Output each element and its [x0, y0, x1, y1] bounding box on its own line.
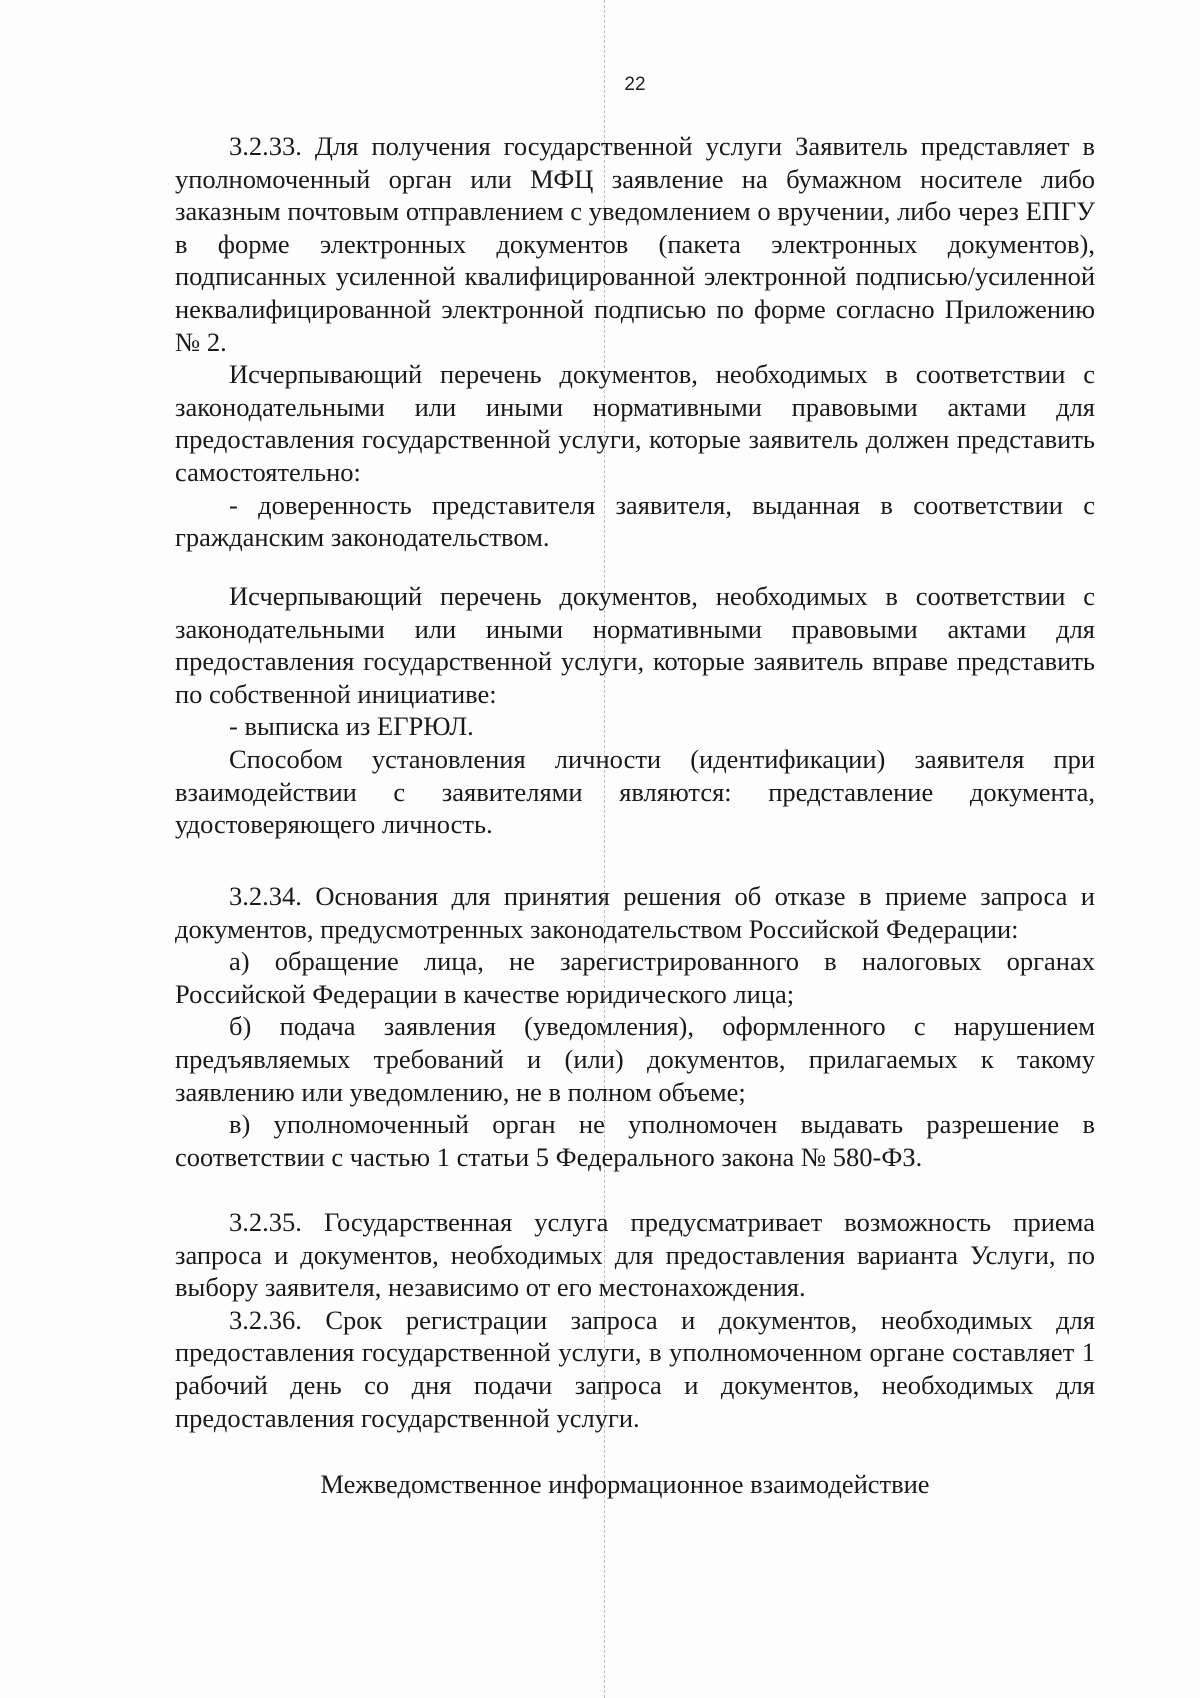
paragraph-required-docs-intro: Исчерпывающий перечень документов, необходимых в соответствии с законодательными или иными нормативными правовыми актами для предоставления государственной услуги, которые заявитель должен представить самостоятельно: — [175, 359, 1095, 487]
paragraph-3-2-34-b: б) подача заявления (уведомления), оформленного с нарушением предъявляемых требований и (или) документов, прилагаемых к такому заявлению или уведомлению, не в полном объеме; — [175, 1011, 1095, 1107]
page-number: 22 — [624, 74, 646, 95]
section-heading: Межведомственное информационное взаимодействие — [320, 1469, 930, 1499]
paragraph-required-docs-item: - доверенность представителя заявителя, выданная в соответствии с гражданским законодательством. — [175, 489, 1095, 553]
paragraph-3-2-33: 3.2.33. Для получения государственной услуги Заявитель представляет в уполномоченный орган или МФЦ заявление на бумажном носителе либо заказным почтовым отправлением с уведомлением о вручении, либо через ЕПГУ в форме электронных документов (пакета электронных документов), подписанных усиленной квалифицированной электронной подписью/усиленной неквалифицированной электронной подписью по форме согласно Приложению № 2. — [175, 131, 1095, 357]
paragraph-block-3-2-33 — [175, 130, 1095, 554]
paragraph-optional-docs-intro: Исчерпывающий перечень документов, необходимых в соответствии с законодательными или иными нормативными правовыми актами для предоставления государственной услуги, которые заявитель вправе представить по собственной инициативе: — [175, 581, 1095, 709]
paragraph-3-2-34: 3.2.34. Основания для принятия решения об отказе в приеме запроса и документов, предусмотренных законодательством Российской Федерации: — [175, 881, 1095, 944]
paragraph-3-2-36: 3.2.36. Срок регистрации запроса и документов, необходимых для предоставления государственной услуги, в уполномоченном органе составляет 1 рабочий день со дня подачи запроса и документов, необходимых для предоставления государственной услуги. — [175, 1304, 1095, 1433]
paragraph-block-3-2-34 — [175, 880, 1095, 1173]
paragraph-block-optional-docs — [175, 580, 1095, 841]
paragraph-3-2-35: 3.2.35. Государственная услуга предусматривает возможность приема запроса и документов, необходимых для предоставления варианта Услуги, по выбору заявителя, независимо от его местонахождения. — [175, 1207, 1095, 1303]
paragraph-optional-docs-item: - выписка из ЕГРЮЛ. — [229, 711, 474, 742]
paragraph-3-2-34-c: в) уполномоченный орган не уполномочен выдавать разрешение в соответствии с частью 1 статьи 5 Федерального закона № 580-ФЗ. — [175, 1109, 1095, 1172]
paragraph-block-3-2-35 — [175, 1206, 1095, 1434]
paragraph-3-2-34-a: а) обращение лица, не зарегистрированного в налоговых органах Российской Федерации в качестве юридического лица; — [175, 946, 1095, 1009]
paragraph-identification: Способом установления личности (идентификации) заявителя при взаимодействии с заявителями являются: представление документа, удостоверяющего личность. — [175, 743, 1095, 840]
